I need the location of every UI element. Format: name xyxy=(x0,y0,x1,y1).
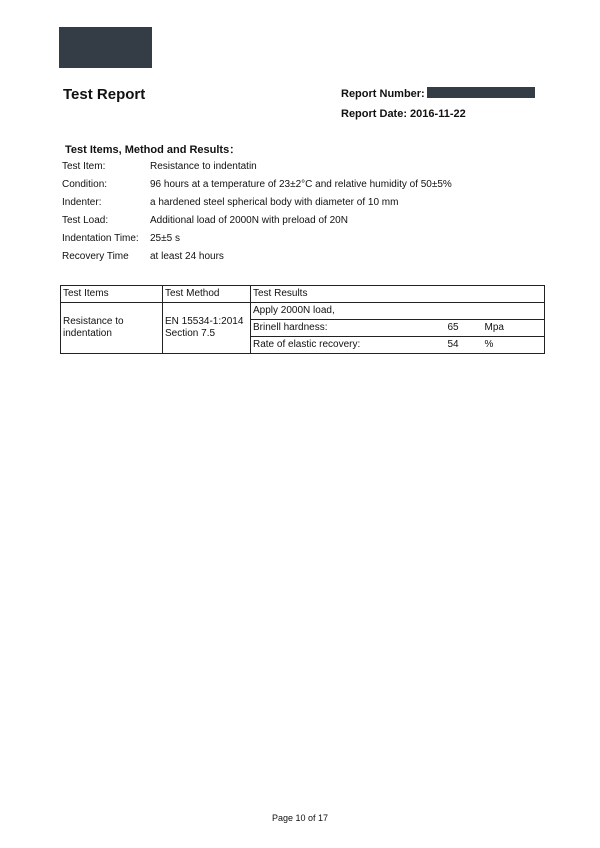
detail-row-indentation-time xyxy=(62,232,452,250)
results-table xyxy=(60,285,545,354)
table-header-row xyxy=(61,286,545,303)
cell-result-unit: % xyxy=(483,337,545,354)
detail-value: 25±5 s xyxy=(150,233,180,244)
report-meta xyxy=(341,87,535,127)
detail-label: Indentation Time: xyxy=(62,233,139,244)
detail-label: Test Load: xyxy=(62,215,109,226)
section-heading: Test Items, Method and Results： xyxy=(65,144,241,156)
report-date: Report Date: 2016-11-22 xyxy=(341,108,466,120)
header-test-method: Test Method xyxy=(163,286,251,303)
report-number xyxy=(341,87,535,107)
detail-value: Additional load of 2000N with preload of 20N xyxy=(150,215,348,226)
cell-result-label: Apply 2000N load, xyxy=(251,303,545,320)
cell-result-value: 54 xyxy=(448,337,483,354)
cell-result-label: Rate of elastic recovery: xyxy=(251,337,448,354)
detail-label: Test Item: xyxy=(62,161,106,172)
detail-label: Condition: xyxy=(62,179,108,190)
detail-row-test-load xyxy=(62,214,452,232)
detail-label: Indenter: xyxy=(62,197,102,208)
detail-row-recovery-time xyxy=(62,250,452,268)
cell-result-label: Brinell hardness: xyxy=(251,320,448,337)
header-test-results: Test Results xyxy=(251,286,545,303)
cell-test-method: EN 15534-1:2014 Section 7.5 xyxy=(163,303,251,354)
detail-row-test-item xyxy=(62,160,452,178)
detail-label: Recovery Time xyxy=(62,251,129,262)
detail-value: 96 hours at a temperature of 23±2°C and relative humidity of 50±5% xyxy=(150,179,452,190)
detail-row-condition xyxy=(62,178,452,196)
cell-result-value: 65 xyxy=(448,320,483,337)
test-details xyxy=(62,160,452,268)
detail-value: a hardened steel spherical body with diameter of 10 mm xyxy=(150,197,399,208)
header-test-items: Test Items xyxy=(61,286,163,303)
redacted-report-number xyxy=(427,87,535,98)
detail-value: at least 24 hours xyxy=(150,251,224,262)
page-footer: Page 10 of 17 xyxy=(271,813,329,823)
cell-result-unit: Mpa xyxy=(483,320,545,337)
detail-row-indenter xyxy=(62,196,452,214)
report-number-label: Report Number: xyxy=(341,88,425,100)
table-row xyxy=(61,303,545,320)
report-title: Test Report xyxy=(63,86,146,103)
company-logo xyxy=(59,27,152,68)
detail-value: Resistance to indentatin xyxy=(150,161,257,172)
cell-test-item: Resistance to indentation xyxy=(61,303,163,354)
